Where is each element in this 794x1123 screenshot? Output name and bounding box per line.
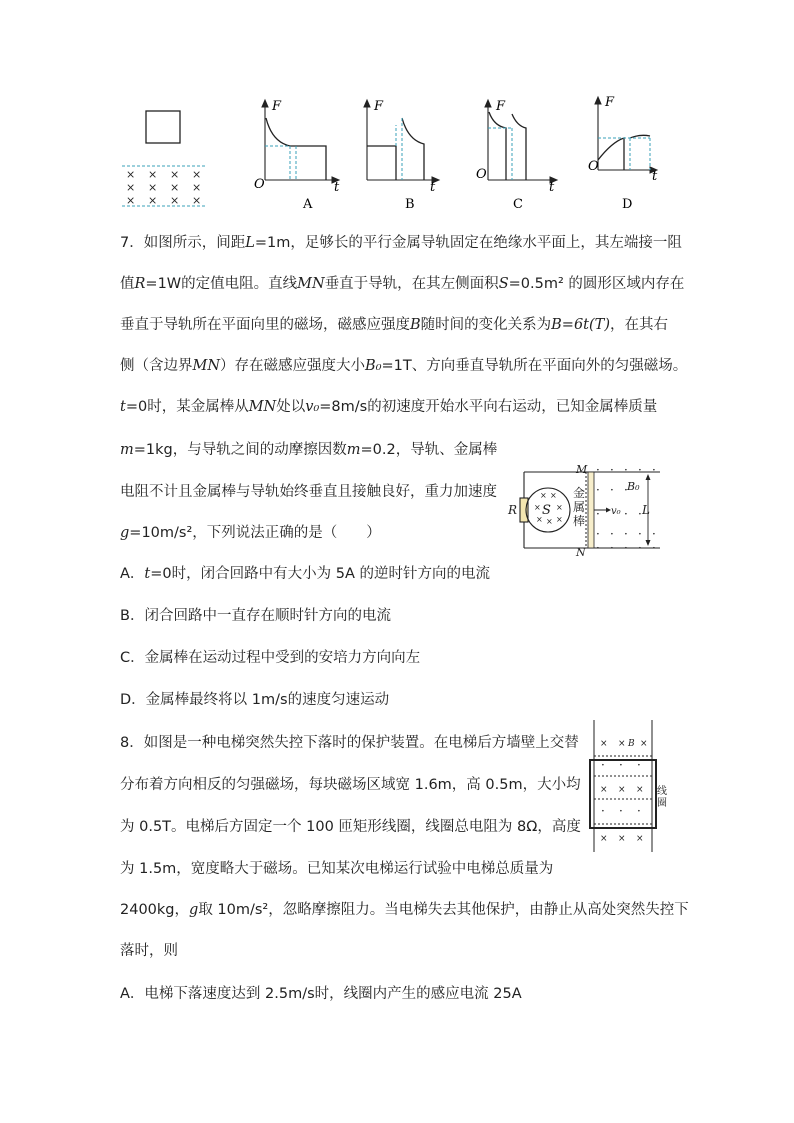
- svg-text:·: ·: [596, 541, 600, 555]
- svg-text:·: ·: [624, 507, 628, 521]
- svg-text:·: ·: [652, 541, 656, 555]
- svg-text:×: ×: [600, 739, 608, 749]
- svg-text:×: ×: [540, 491, 547, 500]
- svg-text:·: ·: [624, 463, 628, 477]
- q8-line-2: 分布着方向相反的匀强磁场，每块磁场区域宽 1.6m，高 0.5m，大小均: [120, 777, 581, 793]
- q8-line-5: 2400kg，g取 10m/s²，忽略摩擦阻力。当电梯失去其他保护，由静止从高处突然失控下: [120, 902, 689, 918]
- q7-line-3: 垂直于导轨所在平面向里的磁场，磁感应强度B随时间的变化关系为B=6t(T)，在其右: [120, 317, 668, 333]
- svg-text:×: ×: [536, 515, 543, 524]
- svg-text:·: ·: [596, 507, 600, 521]
- svg-text:×: ×: [618, 785, 626, 795]
- q8-line-3: 为 0.5T。电梯后方固定一个 100 匝矩形线圈，线圈总电阻为 8Ω，高度: [120, 819, 581, 835]
- graph-d-t: t: [652, 169, 658, 184]
- graph-b-t: t: [430, 180, 436, 195]
- svg-text:·: ·: [610, 527, 614, 541]
- svg-text:×: ×: [550, 491, 557, 500]
- svg-text:·: ·: [596, 463, 600, 477]
- label-r: R: [508, 503, 518, 517]
- graph-a-f: F: [272, 99, 282, 114]
- graph-c-origin: O: [476, 167, 487, 182]
- svg-text:×: ×: [126, 168, 136, 181]
- q8-line-1: 8．如图是一种电梯突然失控下落时的保护装置。在电梯后方墙壁上交替: [120, 735, 579, 751]
- svg-text:×: ×: [148, 168, 158, 181]
- q8-elevator-figure: [584, 716, 684, 856]
- svg-text:·: ·: [624, 541, 628, 555]
- metal-rod: [588, 472, 594, 548]
- svg-text:·: ·: [601, 758, 605, 772]
- svg-text:·: ·: [637, 758, 641, 772]
- q7-line-8: g=10m/s²，下列说法正确的是（ ）: [120, 525, 381, 541]
- svg-text:·: ·: [619, 758, 623, 772]
- q7-line-7: 电阻不计且金属棒与导轨始终垂直且接触良好，重力加速度: [120, 484, 497, 500]
- q8-option-a: A．电梯下落速度达到 2.5m/s时，线圈内产生的感应电流 25A: [120, 986, 522, 1002]
- svg-text:L: L: [642, 503, 650, 517]
- svg-text:×: ×: [170, 181, 180, 194]
- svg-text:×: ×: [556, 515, 563, 524]
- label-m: M: [576, 463, 588, 476]
- q7-option-d: D．金属棒最终将以 1m/s的速度匀速运动: [120, 692, 390, 708]
- graph-c-t: t: [549, 180, 555, 195]
- svg-text:B₀: B₀: [627, 480, 640, 493]
- top-figure: [0, 0, 794, 220]
- svg-text:×: ×: [618, 739, 626, 749]
- svg-text:·: ·: [638, 463, 642, 477]
- svg-text:·: ·: [610, 483, 614, 497]
- svg-text:B: B: [628, 739, 635, 749]
- svg-text:S: S: [542, 503, 551, 518]
- b-formula: B=6t(T): [551, 317, 610, 333]
- option-label-b: B: [405, 197, 415, 212]
- field-crosses: [126, 168, 201, 207]
- svg-text:×: ×: [170, 168, 180, 181]
- label-n: N: [576, 546, 586, 559]
- svg-text:×: ×: [636, 834, 644, 844]
- svg-text:·: ·: [652, 527, 656, 541]
- graph-a-origin: O: [254, 177, 265, 192]
- square-loop: [146, 111, 180, 143]
- svg-text:×: ×: [170, 194, 180, 207]
- svg-text:×: ×: [126, 181, 136, 194]
- svg-text:×: ×: [192, 168, 202, 181]
- svg-text:×: ×: [618, 834, 626, 844]
- q7-line-1: 7．如图所示，间距L=1m，足够长的平行金属导轨固定在绝缘水平面上，其左端接一阻: [120, 235, 682, 251]
- svg-text:·: ·: [610, 463, 614, 477]
- graph-a-t: t: [334, 180, 340, 195]
- svg-text:·: ·: [596, 527, 600, 541]
- svg-text:·: ·: [624, 527, 628, 541]
- svg-text:×: ×: [600, 834, 608, 844]
- svg-text:·: ·: [610, 541, 614, 555]
- svg-text:·: ·: [637, 804, 641, 818]
- graph-c-f: F: [496, 99, 506, 114]
- svg-text:×: ×: [148, 194, 158, 207]
- svg-text:×: ×: [126, 194, 136, 207]
- graph-d-origin: O: [588, 159, 599, 174]
- svg-text:×: ×: [192, 181, 202, 194]
- rod-label: 金属棒: [573, 486, 586, 528]
- option-label-d: D: [622, 197, 633, 212]
- resistor: [520, 498, 528, 522]
- svg-text:·: ·: [652, 463, 656, 477]
- q7-line-2: 值R=1W的定值电阻。直线MN垂直于导轨，在其左侧面积S=0.5m² 的圆形区域内存在: [120, 276, 685, 292]
- svg-text:·: ·: [601, 804, 605, 818]
- graph-b-f: F: [374, 99, 384, 114]
- svg-text:·: ·: [596, 483, 600, 497]
- graph-d-f: F: [605, 95, 615, 110]
- svg-text:×: ×: [640, 739, 648, 749]
- svg-text:v₀: v₀: [611, 506, 621, 517]
- q7-line-4: 侧（含边界MN）存在磁感应强度大小B₀=1T、方向垂直导轨所在平面向外的匀强磁场。: [120, 358, 688, 374]
- svg-text:×: ×: [546, 517, 553, 526]
- svg-text:×: ×: [600, 785, 608, 795]
- svg-text:·: ·: [619, 804, 623, 818]
- svg-text:·: ·: [624, 483, 628, 497]
- svg-text:×: ×: [636, 785, 644, 795]
- svg-text:×: ×: [192, 194, 202, 207]
- svg-text:×: ×: [556, 503, 563, 512]
- q7-line-6: m=1kg，与导轨之间的动摩擦因数m=0.2，导轨、金属棒: [120, 442, 498, 458]
- q8-line-4: 为 1.5m，宽度略大于磁场。已知某次电梯运行试验中电梯总质量为: [120, 861, 554, 877]
- q7-circuit-figure: [500, 460, 680, 560]
- q7-option-c: C．金属棒在运动过程中受到的安培力方向向左: [120, 650, 421, 666]
- option-label-a: A: [303, 197, 313, 212]
- coil-label: 线圈: [657, 786, 667, 809]
- svg-text:·: ·: [638, 527, 642, 541]
- q7-line-5: t=0时，某金属棒从MN处以v₀=8m/s的初速度开始水平向右运动，已知金属棒质量: [120, 399, 658, 415]
- svg-text:×: ×: [534, 503, 541, 512]
- option-label-c: C: [513, 197, 523, 212]
- svg-text:×: ×: [148, 181, 158, 194]
- svg-text:·: ·: [638, 541, 642, 555]
- q7-option-b: B．闭合回路中一直存在顺时针方向的电流: [120, 608, 391, 624]
- q8-line-6: 落时，则: [120, 943, 178, 959]
- q7-option-a: A．t=0时，闭合回路中有大小为 5A 的逆时针方向的电流: [120, 566, 490, 582]
- svg-text:·: ·: [638, 507, 642, 521]
